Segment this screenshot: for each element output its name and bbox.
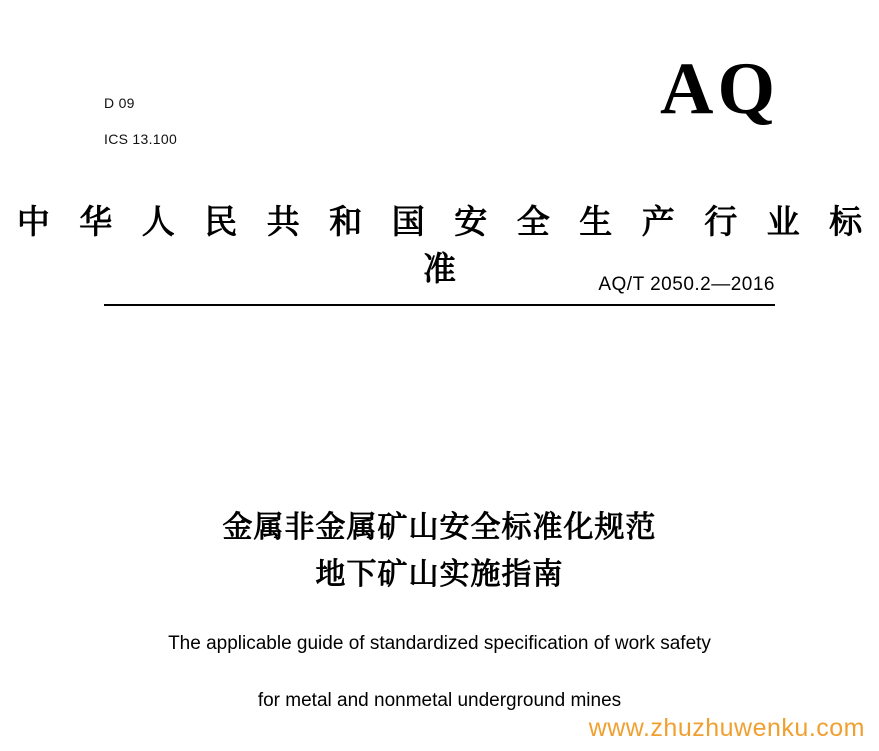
document-title-en-line1: The applicable guide of standardized specification of work safety: [168, 633, 711, 654]
document-title-cn-line1: 金属非金属矿山安全标准化规范: [222, 510, 657, 545]
classification-codes: [104, 96, 177, 146]
standard-banner-title: 中 华 人 民 共 和 国 安 全 生 产 行 业 标 准: [16, 202, 872, 288]
category-code: D 09: [104, 95, 135, 111]
document-title-en: [0, 634, 879, 710]
document-title-cn-line2: 地下矿山实施指南: [315, 556, 564, 592]
standard-number: AQ/T 2050.2—2016: [598, 274, 775, 295]
ics-code: ICS 13.100: [104, 131, 178, 147]
watermark-text: www.zhuzhuwenku.com: [588, 714, 865, 742]
header-divider: [104, 304, 775, 306]
aq-logo-text: AQ: [660, 48, 779, 130]
document-title-en-line2: for metal and nonmetal underground mines: [257, 690, 622, 711]
document-title-cn: [0, 505, 879, 598]
